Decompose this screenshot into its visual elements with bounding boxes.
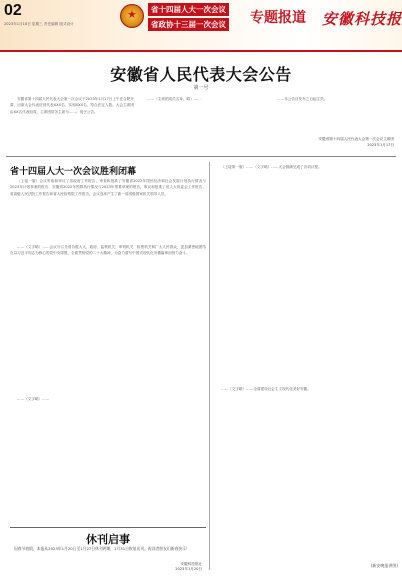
photo-credit: (新安晚报供图) bbox=[370, 563, 398, 568]
announcement-signature: 安徽省第十四届人民代表大会第一次会议主席团 2023年1月17日 bbox=[318, 137, 394, 147]
meeting-line-1: 省十四届人大一次会议 bbox=[148, 3, 229, 16]
notice-title: 休刊启事 bbox=[86, 533, 130, 546]
article-left-para-2: ……（文字略）……会议号召全省各级人大、政府、监察机关、审判机关、检察机关和广大人民群众，更加紧密地团结在以习近平同志为核心的党中央周围，全面贯彻党的二十大精神，为奋力谱写中国式现代化安徽篇章而努力奋斗。 bbox=[10, 245, 206, 256]
special-report-title: 专题报道 bbox=[250, 10, 306, 26]
national-emblem-icon bbox=[120, 4, 144, 28]
article-left-para-1: （上接一版）会议听取和审议了省政府工作报告，审查和批准了安徽省2022年国民经济和社会发展计划执行情况与2023年计划草案的报告、安徽省2022年预算执行情况与2023年预算草案的报告，审议和批准了省人大常委会工作报告、省高级人民法院工作报告和省人民检察院工作报告。会议选举产生了新一届省级国家机关领导人员。 bbox=[10, 179, 206, 196]
announcement-title: 安徽省人民代表大会公告 bbox=[110, 65, 292, 84]
announcement-divider bbox=[6, 156, 396, 157]
notice-body: 因春节放假，本报从2023年1月20日至1月27日休刊两期，1月31日恢复出刊。祝读者朋友们新春快乐！ bbox=[14, 546, 190, 551]
article-right-para-1: （上接第一版）……（文字略）……大会圆满完成了各项议程。 bbox=[221, 165, 322, 169]
article-left-para-3: ……（文字略）…… bbox=[17, 397, 50, 401]
article-headline: 省十四届人大一次会议胜利闭幕 bbox=[10, 167, 137, 177]
article-right-para-2: ……（文字略）……全面建设社会主义现代化美好安徽。 bbox=[221, 387, 311, 391]
notice-signature: 安徽科技报社 2023年1月20日 bbox=[175, 562, 202, 571]
paper-brand-logo: 安徽科技报 bbox=[322, 10, 402, 28]
meeting-line-2: 省政协十三届一次会议 bbox=[148, 18, 229, 31]
banner-rule bbox=[0, 50, 402, 52]
page-number: 02 bbox=[4, 2, 22, 19]
announcement-col-1: 安徽省第十四届人民代表大会第一次会议于2023年1月17日上午在合肥开幕，出席大会代表应到代表XXX名，实到XXX名，符合法定人数。大会主席团由XX名代表组成，主席团常务主席为……。现予公告。 bbox=[10, 97, 134, 114]
announcement-col-2: ……（主席团成员名单，略）…… bbox=[147, 97, 201, 101]
column-divider bbox=[209, 162, 210, 570]
date-line: 2023年1月18日 星期三 责任编辑 版式设计 bbox=[4, 22, 74, 26]
suspension-notice bbox=[10, 527, 206, 572]
meeting-lines bbox=[148, 3, 229, 33]
announcement-col-3: ……本公告自发布之日起生效。 bbox=[277, 97, 328, 101]
announcement-number: 第一号 bbox=[193, 85, 209, 91]
